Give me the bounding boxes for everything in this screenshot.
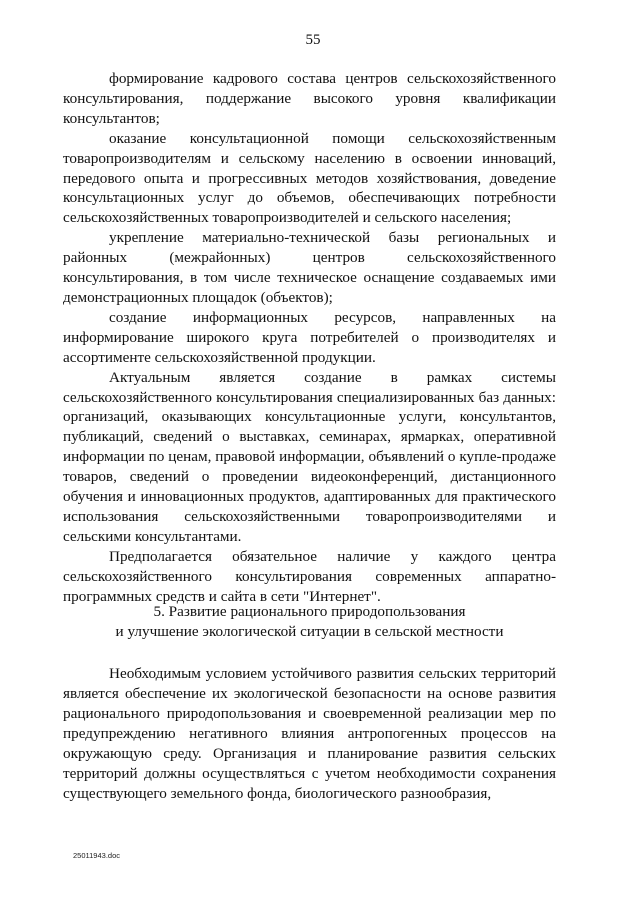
paragraph: оказание консультационной помощи сельскохозяйственным товаропроизводителям и сельскому населению в освоении инноваций, передового опыта и прогрессивных методов хозяйствования, доведение консультационных услуг до объемов, обеспечивающих потребности сельскохозяйственных товаропроизводителей и сельского населения; xyxy=(63,129,556,227)
paragraph: Предполагается обязательное наличие у каждого центра сельскохозяйственного консультирования современных аппаратно-программных средств и сайта в сети "Интернет". xyxy=(63,547,556,605)
section-body-text xyxy=(63,664,556,804)
page-number: 55 xyxy=(305,32,321,48)
section-heading xyxy=(63,602,556,642)
section-heading-line-2: и улучшение экологической ситуации в сельской местности xyxy=(115,623,504,640)
document-file-id: 25011943.doc xyxy=(73,851,120,860)
paragraph: укрепление материально-технической базы региональных и районных (межрайонных) центров сельскохозяйственного консультирования, в том числе техническое оснащение создаваемых ими демонстрационных площадок (объектов); xyxy=(63,229,556,306)
paragraph: создание информационных ресурсов, направленных на информирование широкого круга потребителей о производителях и ассортименте сельскохозяйственной продукции. xyxy=(63,308,556,366)
paragraph: формирование кадрового состава центров сельскохозяйственного консультирования, поддержание высокого уровня квалификации консультантов; xyxy=(63,70,556,127)
paragraph: Необходимым условием устойчивого развития сельских территорий является обеспечение их экологической безопасности на основе развития рационального природопользования и своевременной реализации мер по предупреждению негативного влияния антропогенных процессов на окружающую среду. Организация и планирование развития сельских территорий должны осуществляться с учетом необходимости сохранения существующего земельного фонда, биологического разнообразия, xyxy=(63,665,556,802)
body-text-block xyxy=(63,69,556,606)
section-heading-line-1: 5. Развитие рационального природопользования xyxy=(153,603,466,620)
paragraph: Актуальным является создание в рамках системы сельскохозяйственного консультирования специализированных баз данных: организаций, оказывающих консультационные услуги, консультантов, публикаций, сведений о выставках, семинарах, ярмарках, оперативной информации по ценам, правовой информации, объявлений о купле-продаже товаров, сведений о проведении видеоконференций, дистанционного обучения и инновационных продуктов, адаптированных для практического использования сельскохозяйственными товаропроизводителями и сельскими консультантами. xyxy=(63,368,556,545)
